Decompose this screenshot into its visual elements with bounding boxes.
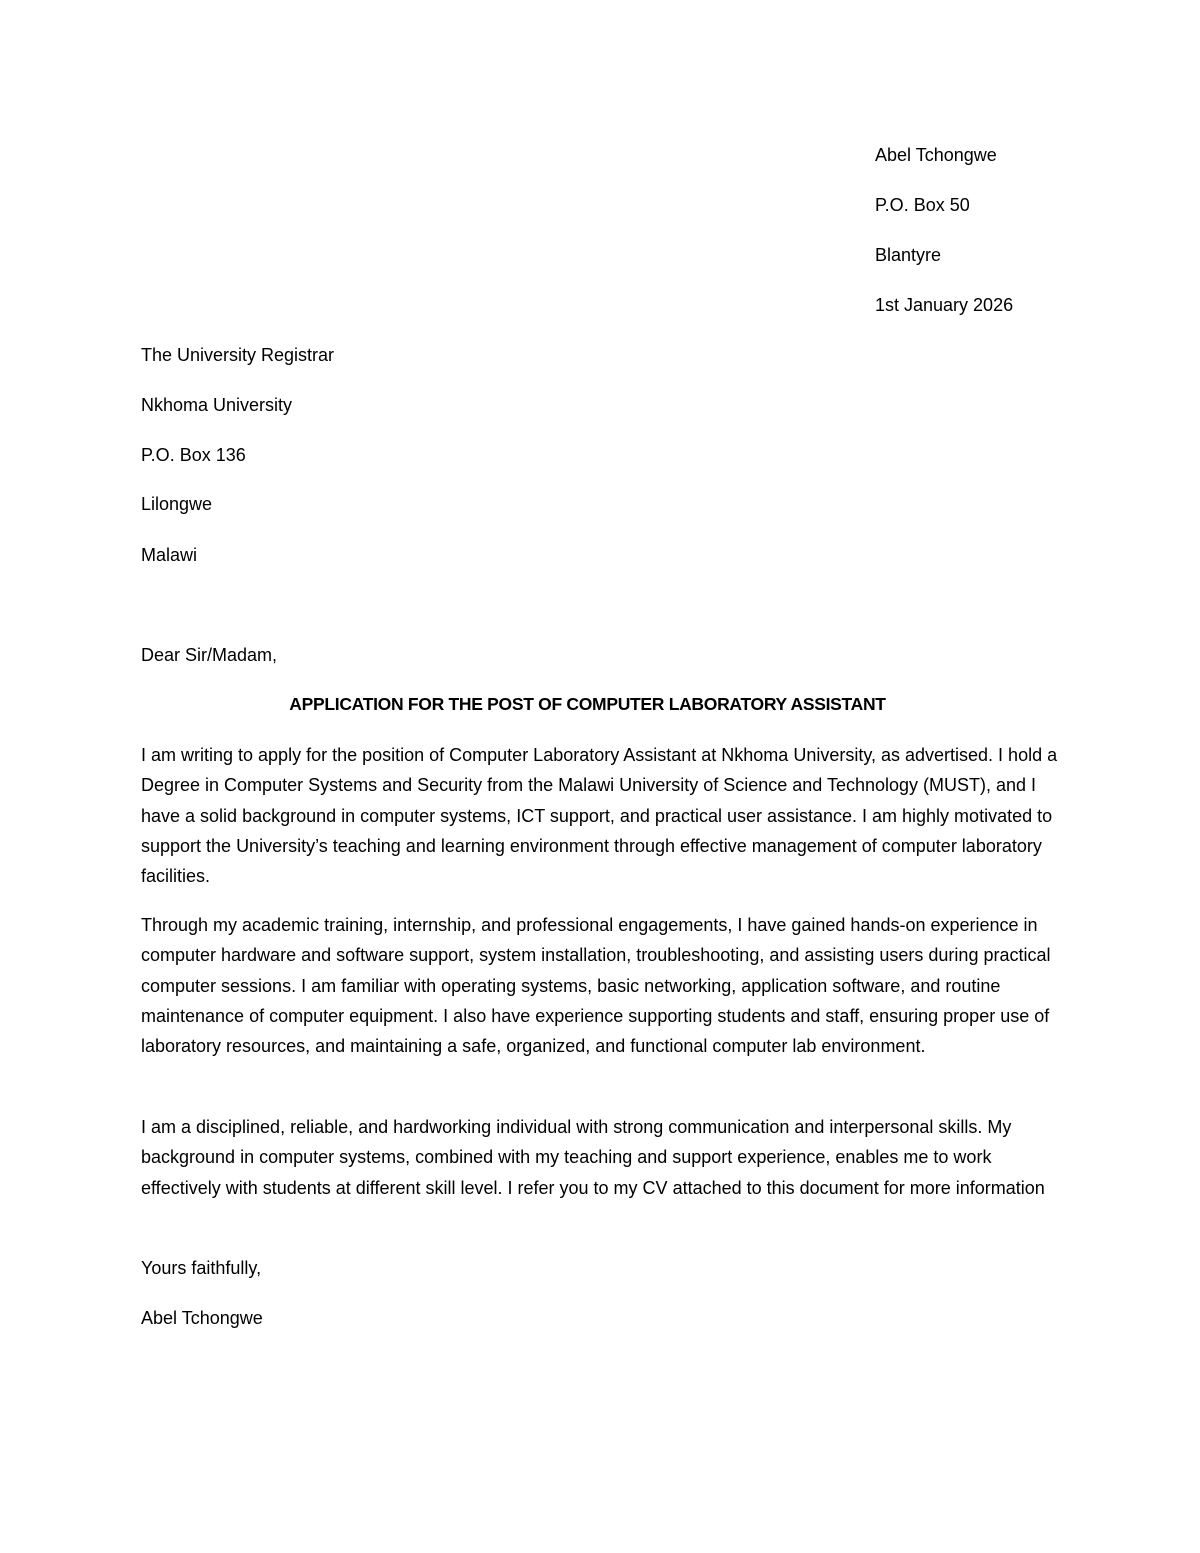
body-paragraph-1: I am writing to apply for the position of Computer Laboratory Assistant at Nkhoma University, as advertised. I hold a Degree in Computer Systems and Security from the Malawi University of Science and Technology (MUST), and I have a solid background in computer systems, ICT support, and practical user assistance. I am highly motivated to support the University’s teaching and learning environment through effective management of computer laboratory facilities. [141, 745, 1058, 887]
signature-name: Abel Tchongwe [141, 1308, 263, 1328]
recipient-title: The University Registrar [141, 345, 335, 365]
body-paragraph-2: Through my academic training, internship, and professional engagements, I have gained hands-on experience in computer hardware and software support, system installation, troubleshooting, and assisting users during practical computer sessions. I am familiar with operating systems, basic networking, application software, and routine maintenance of computer equipment. I also have experience supporting students and staff, ensuring proper use of laboratory resources, and maintaining a safe, organized, and functional computer lab environment. [141, 915, 1051, 1057]
salutation: Dear Sir/Madam, [141, 645, 278, 665]
letter-subject: APPLICATION FOR THE POST OF COMPUTER LABORATORY ASSISTANT [289, 694, 886, 714]
letter-date: 1st January 2026 [875, 295, 1014, 315]
recipient-country: Malawi [141, 545, 198, 565]
recipient-city: Lilongwe [141, 494, 213, 514]
sender-city: Blantyre [875, 245, 942, 265]
sender-box: P.O. Box 50 [875, 195, 970, 215]
body-paragraph-3: I am a disciplined, reliable, and hardworking individual with strong communication and interpersonal skills. My background in computer systems, combined with my teaching and support experience, enables me to work effectively with students at different skill level. I refer you to my CV attached to this document for more information [141, 1117, 1045, 1198]
closing: Yours faithfully, [141, 1258, 262, 1278]
recipient-institution: Nkhoma University [141, 395, 293, 415]
recipient-box: P.O. Box 136 [141, 445, 246, 465]
sender-name: Abel Tchongwe [875, 145, 997, 165]
